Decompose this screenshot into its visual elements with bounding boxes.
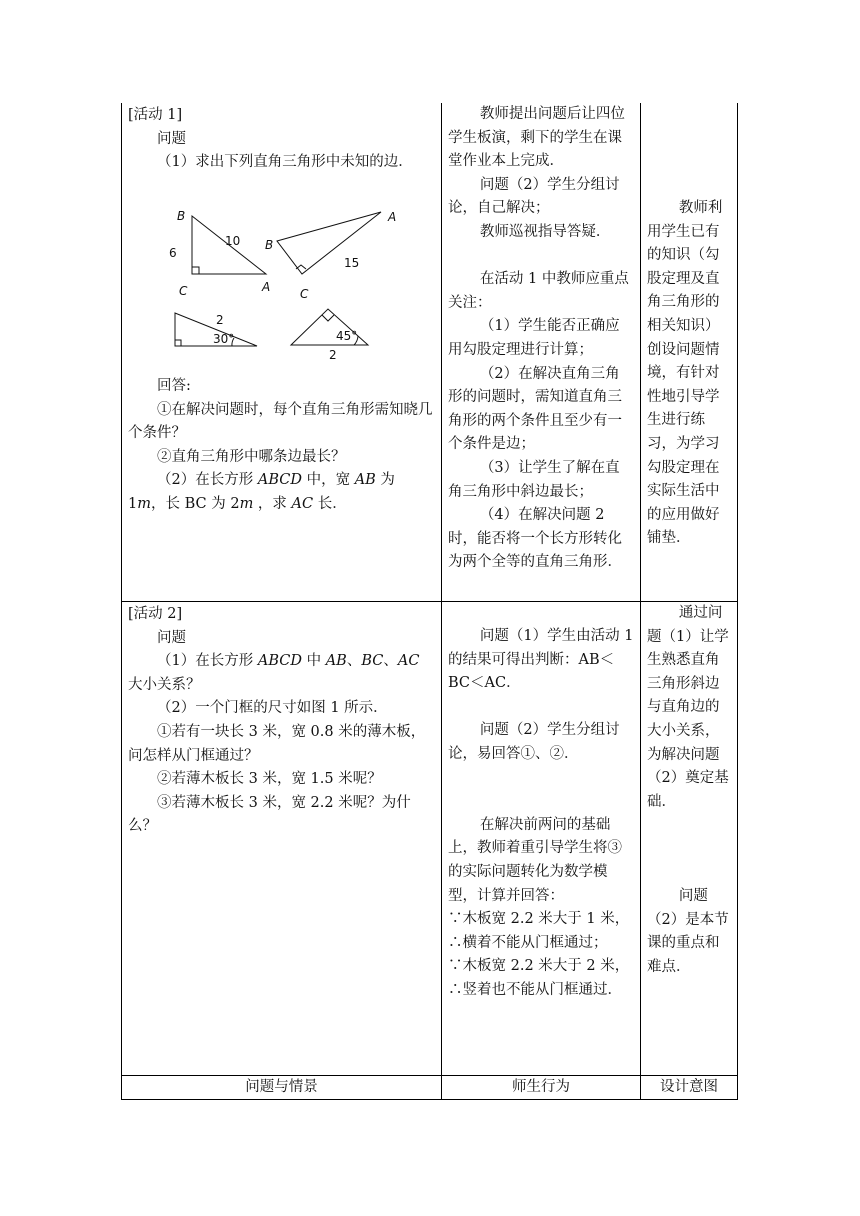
- activity1-heading: [活动 1]: [128, 107, 183, 123]
- t1-label-c: C: [179, 284, 188, 298]
- lesson-table: [121, 103, 738, 1100]
- t4-label-2: 2: [329, 348, 337, 359]
- activity1-question-1: （1）求出下列直角三角形中未知的边．: [157, 154, 413, 171]
- footer-col1: 问题与情景: [245, 1079, 318, 1095]
- activity2-sub-2: ②若薄木板长 3 米，宽 1.5 米呢？: [157, 771, 382, 788]
- t4-label-45: 45°: [336, 329, 358, 343]
- t2-label-b: B: [265, 238, 274, 252]
- t3-label-2: 2: [216, 313, 224, 327]
- triangles-figure: [161, 209, 426, 359]
- activity2-question-1: （1）在长方形 ABCD 中 AB、BC、AC 大小关系？: [128, 653, 420, 693]
- footer-col2: 师生行为: [512, 1079, 570, 1095]
- t2-label-15: 15: [344, 256, 360, 270]
- footer-col3: 设计意图: [660, 1079, 718, 1095]
- t1-label-a: A: [262, 280, 271, 294]
- activity1-cell: [128, 104, 435, 175]
- activity2-heading: [活动 2]: [128, 606, 183, 622]
- activity2-sub-3: ③若薄木板长 3 米，宽 2.2 米呢？为什么？: [128, 794, 411, 835]
- t1-label-b: B: [177, 209, 186, 223]
- t2-label-a: A: [388, 210, 397, 224]
- activity2-sub-1: ①若有一块长 3 米，宽 0.8 米的薄木板，问怎样从门框通过？: [128, 723, 426, 764]
- t1-label-10: 10: [225, 234, 241, 248]
- teacher-student-actions-1: 教师提出问题后让四位学生板演，剩下的学生在课堂作业本上完成． 问题（2）学生分组讨论，自己解决； 教师巡视指导答疑． 在活动 1 中教师应重点关注： （1）学生能否正确应用勾股定理进行计算； （2）在解决直角三角形的问题时，需知道直角三角形的两个条件且至少有一个条件是边； （3）让学生了解在直角三角形中斜边最长； （4）在解决问题 2 时，能否将一个长方形转化为两个全等的直角三角形．: [448, 106, 629, 571]
- row-divider-1: [121, 601, 738, 602]
- activity1-question-2: （2）在长方形 ABCD 中，宽 AB 为 1m，长 BC 为 2m ，求 AC 长．: [128, 472, 395, 512]
- answer-2: ②直角三角形中哪条边最长？: [157, 448, 346, 465]
- activity2-question-label: 问题: [157, 629, 186, 646]
- activity1-answers: [128, 375, 435, 517]
- design-intent-1: 教师利用学生已有的知识（勾股定理及直角三角形的相关知识）创设问题情境，有针对性地引导学生进行练习，为学习勾股定理在实际生活中的应用做好铺垫．: [647, 200, 723, 547]
- t1-label-6: 6: [169, 246, 177, 260]
- answer-1: ①在解决问题时，每个直角三角形需知晓几个条件？: [128, 401, 433, 442]
- activity2-question-2: （2）一个门框的尺寸如图 1 所示．: [157, 700, 388, 717]
- activity1-question-label: 问题: [157, 130, 186, 147]
- design-intent-2: 通过问题（1）让学生熟悉直角三角形斜边与直角边的大小关系，为解决问题（2）奠定基础． 问题（2）是本节课的重点和难点．: [647, 605, 729, 975]
- t3-label-30: 30°: [213, 332, 235, 346]
- teacher-student-actions-2: 问题（1）学生由活动 1 的结果可得出判断：AB＜BC＜AC． 问题（2）学生分组讨论，易回答①、②． 在解决前两问的基础上，教师着重引导学生将③的实际问题转化为数学模型，计算并回答： ∵木板宽 2.2 米大于 1 米，∴横着不能从门框通过； ∵木板宽 2.2 米大于 2 米，∴竖着也不能从门框通过．: [448, 628, 634, 998]
- t2-label-c: C: [300, 287, 309, 301]
- activity2-cell: [128, 603, 435, 839]
- answer-label: 回答:: [157, 378, 191, 394]
